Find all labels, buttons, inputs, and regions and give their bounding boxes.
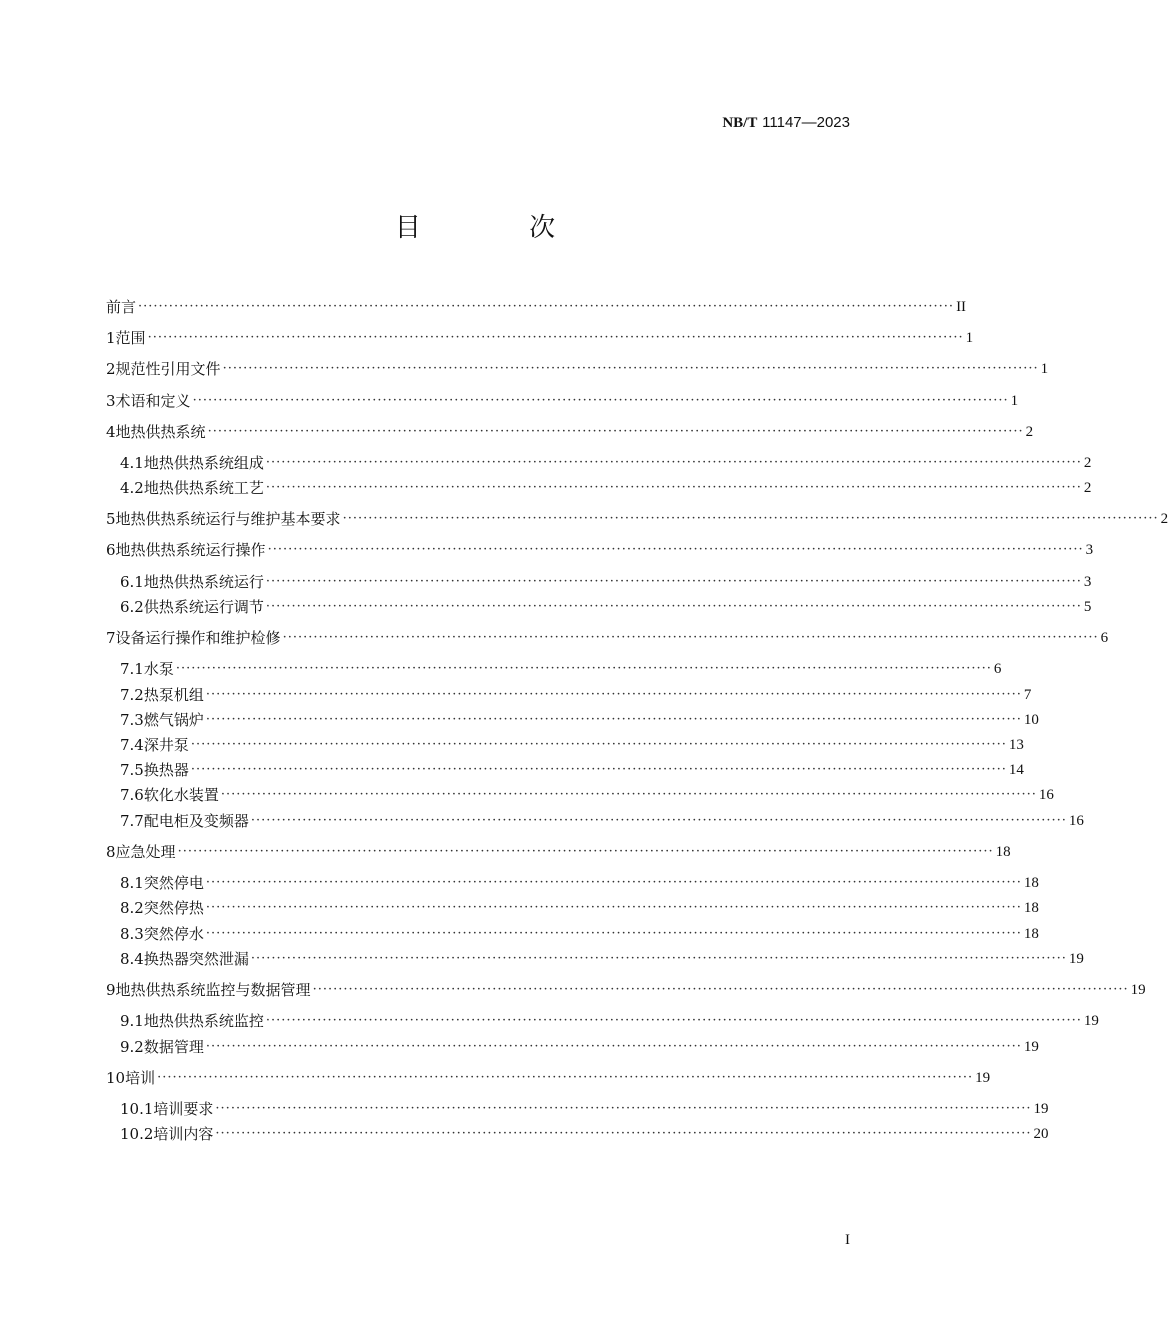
toc-title: 地热供热系统监控与数据管理 [115,981,311,999]
toc-number: 10.2 [120,1125,154,1143]
toc-title: 突然停电 [143,874,204,892]
toc-number: 7.6 [120,786,144,804]
toc-leader: ······························································································································································· [220,787,1037,802]
toc-number: 10.1 [120,1100,154,1118]
toc-page: 13 [1008,737,1024,753]
toc-title: 燃气锅炉 [143,711,204,729]
toc-page: 7 [1023,687,1032,703]
toc-entry[interactable] [106,923,1039,945]
toc-title: 地热供热系统组成 [143,454,264,472]
toc-number: 7.2 [120,686,144,704]
toc-leader: ······························································································································································· [265,574,1082,589]
toc-leader: ······························································································································································· [205,875,1022,890]
toc-page: 6 [993,661,1002,677]
toc-entry[interactable] [106,358,1049,380]
toc-leader: ······························································································································································· [205,687,1022,702]
toc-entry[interactable] [106,810,1084,832]
toc-leader: ······························································································································································· [175,661,992,676]
toc-title: 数据管理 [143,1038,204,1056]
standard-prefix: NB/T [722,115,758,131]
toc-entry[interactable] [106,627,1109,649]
standard-code [722,113,850,132]
toc-leader: ······························································································································································· [267,542,1084,557]
toc-entry[interactable] [106,539,1094,561]
toc-leader: ······························································································································································· [207,424,1024,439]
toc-title: 地热供热系统运行操作 [115,541,266,559]
toc-leader: ······························································································································································· [190,737,1007,752]
toc-entry[interactable] [106,784,1054,806]
toc-entry[interactable] [106,759,1024,781]
toc-title: 软化水装置 [143,786,219,804]
toc-page: 10 [1023,712,1039,728]
toc-number: 5 [106,510,116,528]
toc-number: 9.2 [120,1038,144,1056]
standard-number: 11147—2023 [762,114,850,131]
toc-title: 水泵 [143,660,174,678]
toc-leader: ······························································································································································· [265,455,1082,470]
toc-title: 培训内容 [153,1125,214,1143]
page-title: 目 次 [394,213,606,243]
toc-page: 3 [1083,574,1092,590]
toc-number: 7 [106,629,116,647]
toc-leader: ······························································································································································· [138,299,955,314]
toc-entry[interactable] [106,596,1092,618]
toc-title: 应急处理 [115,843,176,861]
toc-leader: ······························································································································································· [342,511,1159,526]
toc-entry[interactable] [106,421,1034,443]
toc-leader: ······························································································································································· [205,712,1022,727]
toc-number: 2 [106,360,116,378]
toc-leader: ······························································································································································· [157,1070,974,1085]
toc-page: 19 [1023,1039,1039,1055]
toc-page: 19 [1130,982,1146,998]
page-number: I [845,1232,850,1248]
toc-page: 2 [1160,511,1168,527]
toc-title: 突然停水 [143,925,204,943]
toc-page: 19 [975,1070,991,1086]
toc-entry[interactable] [106,734,1024,756]
toc-number: 6 [106,541,116,559]
toc-leader: ······························································································································································· [192,393,1009,408]
toc-page: 5 [1083,599,1092,615]
toc-title: 范围 [115,329,146,347]
toc-entry[interactable] [106,684,1032,706]
toc-leader: ······························································································································································· [265,480,1082,495]
toc-page: 18 [995,844,1011,860]
toc-leader: ······························································································································································· [250,813,1067,828]
toc-entry[interactable] [106,1098,1049,1120]
toc-page: 16 [1068,813,1084,829]
toc-title: 换热器 [143,761,189,779]
toc-leader: ······························································································································································· [190,762,1007,777]
toc-page: 6 [1100,630,1109,646]
toc-title: 设备运行操作和维护检修 [115,629,281,647]
toc-leader: ······························································································································································· [215,1126,1032,1141]
toc-title: 培训要求 [153,1100,214,1118]
toc-leader: ······························································································································································· [205,926,1022,941]
toc-entry[interactable] [106,390,1019,412]
toc-number: 1 [106,329,116,347]
toc-title: 配电柜及变频器 [143,812,249,830]
toc-number: 4.2 [120,479,144,497]
toc-entry[interactable] [106,327,974,349]
toc-title: 地热供热系统 [115,423,206,441]
toc-entry[interactable] [106,897,1039,919]
toc-page: 3 [1085,542,1094,558]
toc-entry[interactable] [106,1036,1039,1058]
toc-page: 18 [1023,875,1039,891]
toc-page: II [956,299,967,315]
toc-entry[interactable] [106,508,1168,530]
toc-title: 深井泵 [143,736,189,754]
toc-page: 1 [1040,361,1049,377]
toc-leader: ······························································································································································· [265,1013,1082,1028]
toc-page: 16 [1038,787,1054,803]
toc-page: 2 [1083,455,1092,471]
toc-leader: ······························································································································································· [282,630,1099,645]
toc-title: 热泵机组 [143,686,204,704]
toc-number: 4.1 [120,454,144,472]
toc-entry[interactable] [106,872,1039,894]
toc-number: 6.2 [120,598,144,616]
toc-title: 培训 [125,1069,156,1087]
toc-page: 18 [1023,900,1039,916]
toc-leader: ······························································································································································· [205,1039,1022,1054]
toc-number: 8.1 [120,874,144,892]
toc-number: 10 [106,1069,126,1087]
toc-leader: ······························································································································································· [250,951,1067,966]
toc-number: 8.2 [120,899,144,917]
toc-entry[interactable] [106,1123,1049,1145]
toc-title: 地热供热系统监控 [143,1012,264,1030]
toc-entry[interactable] [106,571,1092,593]
toc-page: 2 [1025,424,1034,440]
toc-number: 7.7 [120,812,144,830]
toc-number: 7.1 [120,660,144,678]
toc-entry[interactable] [106,948,1084,970]
toc-page: 14 [1008,762,1024,778]
toc-number: 6.1 [120,573,144,591]
toc-entry[interactable] [106,658,1002,680]
toc-title: 供热系统运行调节 [143,598,264,616]
toc-title: 术语和定义 [115,392,191,410]
toc-entry[interactable] [106,296,967,318]
toc-leader: ······························································································································································· [222,361,1039,376]
toc-leader: ······························································································································································· [177,844,994,859]
toc-entry[interactable] [106,477,1092,499]
toc-number: 7.4 [120,736,144,754]
toc-number: 4 [106,423,116,441]
toc-title: 规范性引用文件 [115,360,221,378]
toc-entry[interactable] [106,841,1011,863]
toc-leader: ······························································································································································· [312,982,1129,997]
toc-title: 前言 [106,298,137,316]
toc-entry[interactable] [106,979,1146,1001]
toc-entry[interactable] [106,709,1039,731]
toc-page: 2 [1083,480,1092,496]
toc-page: 19 [1033,1101,1049,1117]
toc-page: 20 [1033,1126,1049,1142]
toc-title: 地热供热系统运行与维护基本要求 [115,510,341,528]
toc-leader: ······························································································································································· [147,330,964,345]
toc-title: 换热器突然泄漏 [143,950,249,968]
toc-number: 9.1 [120,1012,144,1030]
toc-page: 18 [1023,926,1039,942]
toc-page: 1 [965,330,974,346]
toc-leader: ······························································································································································· [215,1101,1032,1116]
toc-number: 7.5 [120,761,144,779]
toc-number: 3 [106,392,116,410]
toc-leader: ······························································································································································· [265,599,1082,614]
toc-leader: ······························································································································································· [205,900,1022,915]
toc-entry[interactable] [106,1067,991,1089]
toc-number: 9 [106,981,116,999]
toc-number: 8.4 [120,950,144,968]
toc-number: 8.3 [120,925,144,943]
toc-entry[interactable] [106,452,1092,474]
toc-page: 19 [1068,951,1084,967]
toc-title: 地热供热系统工艺 [143,479,264,497]
toc-page: 19 [1083,1013,1099,1029]
toc-number: 7.3 [120,711,144,729]
toc-title: 地热供热系统运行 [143,573,264,591]
toc-number: 8 [106,843,116,861]
toc-entry[interactable] [106,1010,1099,1032]
toc-title: 突然停热 [143,899,204,917]
toc-page: 1 [1010,393,1019,409]
